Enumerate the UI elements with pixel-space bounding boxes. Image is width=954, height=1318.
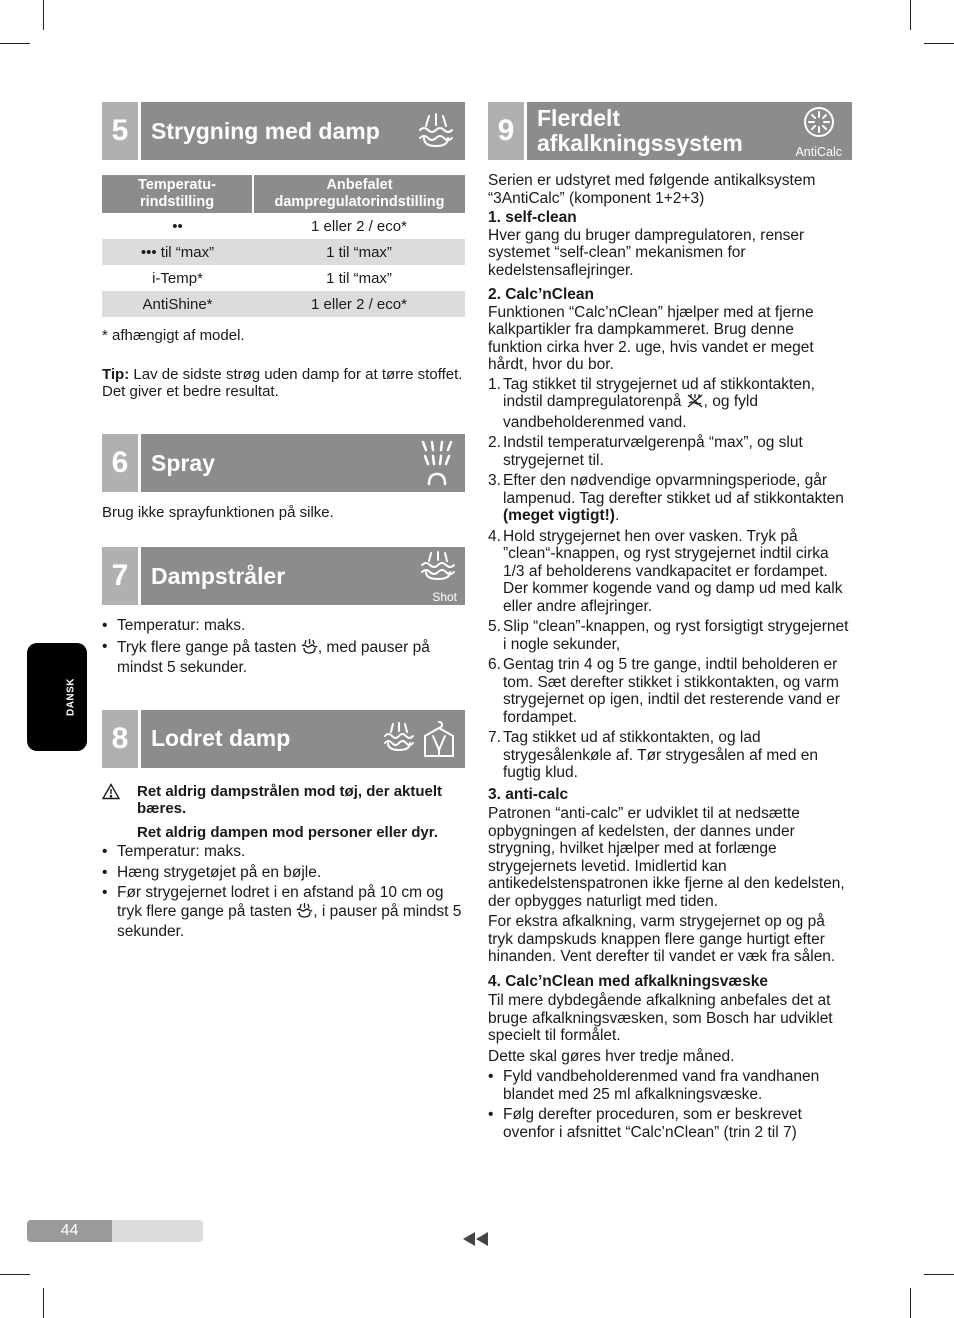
vertical-steam-icon: [383, 720, 457, 765]
double-arrow-left-icon: [463, 1232, 489, 1251]
shot-label: Shot: [432, 590, 457, 604]
paragraph: Dette skal gøres hver tredje måned.: [488, 1047, 735, 1065]
subheading: 2. Calc’nClean: [488, 286, 594, 303]
list-item: • Fyld vandbeholderenmed vand fra vandhanen blandet med 25 ml afkalkningsvæske.: [488, 1068, 852, 1103]
paragraph: Hver gang du bruger dampregulatoren, renser systemet “self-clean” mekanismen for kedelstensaflejringer.: [488, 226, 805, 279]
section-title-line: afkalkningssystem: [537, 130, 743, 156]
anticalc-icon: [795, 106, 842, 159]
section-number: 6: [102, 434, 141, 492]
crop-mark: [0, 43, 30, 44]
list-item: • Temperatur: maks.: [102, 843, 465, 861]
step-text: , og fyld vandbeholderenmed vand.: [503, 393, 758, 431]
step-number: 4.: [488, 527, 501, 545]
crop-mark: [910, 0, 911, 30]
subheading: 1. self-clean: [488, 209, 577, 226]
table-cell: AntiShine*: [102, 291, 253, 317]
list-text: , med pauser på mindst 5 sekunder.: [117, 638, 430, 676]
section-number: 5: [102, 102, 141, 160]
steam-button-icon: [296, 902, 313, 924]
warning-block: [102, 783, 465, 842]
list-text: Tryk flere gange på tasten: [117, 638, 301, 656]
step-text: Tag stikket til strygejernet ud af stikkontakten, indstil dampregulatorenpå: [503, 375, 815, 410]
list-item: [102, 884, 465, 941]
list-item: [488, 472, 852, 525]
section-title: Lodret damp: [151, 725, 291, 751]
section-number: 9: [488, 102, 527, 160]
steam-shot-icon: [419, 549, 457, 604]
list-text: , i pauser på mindst 5 sekunder.: [117, 902, 462, 940]
steam-icon: [415, 108, 457, 157]
list-item: [102, 638, 465, 677]
paragraph: Funktionen “Calc’nClean” hjælper med at fjerne kalkpartikler fra dampkammeret. Brug denne funktion cirka hver 2. uge, hvis vandet er meget hårdt, hvor du bor.: [488, 303, 814, 373]
table-row: [102, 291, 465, 317]
list-item: [488, 528, 852, 616]
step-text: Indstil temperaturvælgerenpå “max”, og slut strygejernet til.: [503, 434, 803, 469]
anticalc-label: AntiCalc: [795, 145, 842, 159]
step-text: Slip “clean”-knappen, og ryst forsigtigt strygejernet i nogle sekunder,: [503, 618, 849, 653]
list-item: • Temperatur: maks.: [102, 617, 465, 635]
steam-shot-list: [102, 617, 465, 677]
paragraph: Til mere dybdegående afkalkning anbefales det at bruge afkalkningsvæsken, som Bosch har udviklet specielt til formålet.: [488, 992, 833, 1044]
section-7-header: [102, 547, 465, 605]
step-number: 5.: [488, 618, 501, 635]
table-cell: i-Temp*: [152, 269, 203, 287]
warning-text: Ret aldrig dampen mod personer eller dyr.: [137, 823, 438, 841]
step-number: 1.: [488, 375, 501, 393]
section-9-header: [488, 102, 852, 160]
step-number: 6.: [488, 656, 501, 673]
language-label: DANSK: [65, 677, 77, 717]
spray-text: Brug ikke sprayfunktionen på silke.: [102, 504, 334, 521]
section-8-header: [102, 710, 465, 768]
crop-mark: [924, 43, 954, 44]
crop-mark: [0, 1274, 30, 1275]
subheading: 4. Calc’nClean med afkalkningsvæske: [488, 972, 768, 990]
step-text-emphasis: (meget vigtigt!): [503, 507, 615, 524]
section-5-header: [102, 102, 465, 160]
list-item: • Følg derefter proceduren, som er beskrevet ovenfor i afsnittet “Calc’nClean” (trin 2 til 7): [488, 1106, 852, 1141]
table-header-temperature: Temperatu- rindstilling: [102, 175, 253, 213]
step-number: 7.: [488, 729, 501, 746]
vertical-steam-list: [102, 843, 465, 941]
no-steam-icon: [686, 393, 704, 414]
list-item: [488, 376, 852, 432]
list-item: [488, 434, 852, 469]
list-item: • Hæng strygetøjet på en bøjle.: [102, 864, 465, 882]
step-text: Efter den nødvendige opvarmningsperiode, går lampenud. Tag derefter stikket ud af stikkontakten: [503, 472, 844, 507]
anticalc-content: [488, 172, 852, 1141]
tip-label: Tip:: [102, 366, 130, 383]
crop-mark: [43, 1288, 44, 1318]
section-number: 8: [102, 710, 141, 768]
table-row: [102, 213, 465, 239]
warning-icon: [102, 783, 120, 805]
paragraph: For ekstra afkalkning, varm strygejernet op og på tryk dampskuds knappen flere gange hurtigt efter hinanden. Vent derefter til vandet er væk fra sålen.: [488, 913, 836, 965]
footnote: * afhængigt af model.: [102, 327, 245, 344]
list-text: Før strygejernet lodret i en afstand på 10 cm og tryk flere gange på tasten: [117, 884, 444, 920]
section-title: Spray: [151, 449, 215, 476]
language-tab: [27, 643, 87, 751]
steam-button-icon: [301, 638, 318, 660]
table-cell: 1 til “max”: [326, 269, 392, 287]
step-text: .: [614, 507, 620, 524]
page-number: 44: [27, 1220, 112, 1242]
table-cell: 1 eller 2 / eco*: [311, 217, 407, 235]
list-item: [488, 656, 852, 726]
section-title: [537, 106, 743, 156]
table-cell: ••• til “max”: [102, 239, 253, 265]
step-text: Hold strygejernet hen over vasken. Tryk på ”clean“-knappen, og ryst strygejernet indtil cirka 1/3 af beholderens vandkapacitet er fordampet. Der kommer kogende vand og damp ud med kalk eller andre aflejringer.: [503, 527, 843, 615]
table-row: [102, 239, 465, 265]
table-row: [102, 265, 465, 291]
warning-text: Ret aldrig dampstrålen mod tøj, der aktuelt bæres.: [137, 782, 443, 817]
right-column: [488, 102, 852, 1144]
crop-mark: [924, 1274, 954, 1275]
list-item: [488, 618, 852, 653]
step-text: Tag stikket ud af stikkontakten, og lad strygesålenkøle af. Tør strygesålen af med en fugtig klud.: [503, 729, 819, 781]
section-6-header: [102, 434, 465, 492]
table-cell: 1 til “max”: [253, 239, 465, 265]
step-number: 3.: [488, 472, 501, 489]
tip-text: Lav de sidste strøg uden damp for at tørre stoffet. Det giver et bedre resultat.: [102, 366, 463, 400]
crop-mark: [43, 0, 44, 30]
list-item: [488, 729, 852, 782]
section-title: Dampstråler: [151, 562, 286, 589]
crop-mark: [910, 1288, 911, 1318]
left-column: [102, 102, 465, 944]
calcnclean-steps: [488, 376, 852, 782]
spray-icon: [417, 438, 457, 493]
settings-table: [102, 175, 465, 317]
descaling-list: [488, 1068, 852, 1141]
table-cell: 1 eller 2 / eco*: [253, 291, 465, 317]
step-number: 2.: [488, 434, 501, 451]
section-number: 7: [102, 547, 141, 605]
section-title-line: Flerdelt: [537, 105, 621, 131]
step-text: Gentag trin 4 og 5 tre gange, indtil beholderen er tom. Sæt derefter stikket i stikkontakten, og varm strygejernet op igen, indtil det resterende vand er fordampet.: [503, 656, 840, 726]
table-cell: ••: [172, 217, 183, 235]
section-title: Strygning med damp: [151, 117, 380, 144]
intro-text: Serien er udstyret med følgende antikalksystem “3AntiCalc” (komponent 1+2+3): [488, 172, 816, 207]
table-header-steam: Anbefalet dampregulatorindstilling: [253, 175, 465, 213]
subheading: 3. anti-calc: [488, 785, 569, 803]
tip: [102, 366, 465, 400]
paragraph: Patronen “anti-calc” er udviklet til at nedsætte opbygningen af kedelsten, der dannes under strygning, hvilket hjælper med at forlænge strygejernets levetid. Imidlertid kan antikedelstenspatronen ikke fjerne al den kedelsten, der opbygges naturligt med tiden.: [488, 805, 845, 910]
